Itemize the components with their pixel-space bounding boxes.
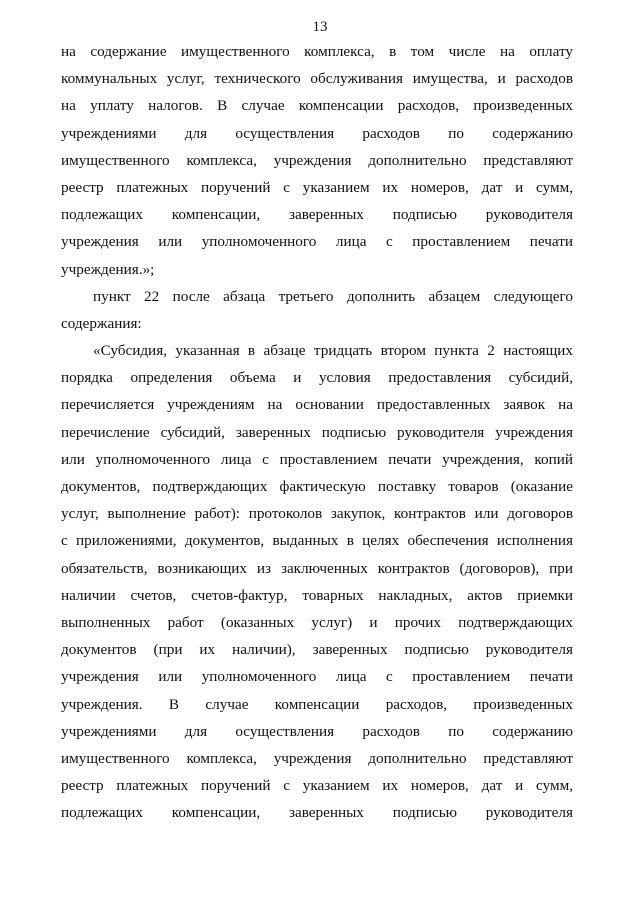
text-line: порядка определения объема и условия предоставления субсидий, bbox=[61, 369, 573, 387]
text-line: учреждениями для осуществления расходов по содержанию bbox=[61, 722, 573, 740]
text-line: реестр платежных поручений с указанием их номеров, дат и сумм, bbox=[61, 777, 573, 795]
text-line: документов (при их наличии), заверенных подписью руководителя bbox=[61, 641, 573, 659]
text-line: имущественного комплекса, учреждения дополнительно представляют bbox=[61, 749, 573, 767]
text-line: подлежащих компенсации, заверенных подписью руководителя bbox=[61, 206, 573, 224]
page-number: 13 bbox=[312, 19, 328, 35]
text-line: на уплату налогов. В случае компенсации расходов, произведенных bbox=[61, 97, 573, 115]
text-line: коммунальных услуг, технического обслуживания имущества, и расходов bbox=[61, 70, 573, 88]
text-line: реестр платежных поручений с указанием их номеров, дат и сумм, bbox=[61, 178, 573, 196]
text-line: перечисляется учреждениям на основании предоставленных заявок на bbox=[61, 396, 573, 414]
text-line: подлежащих компенсации, заверенных подписью руководителя bbox=[61, 804, 573, 822]
text-line: «Субсидия, указанная в абзаце тридцать втором пункта 2 настоящих bbox=[93, 342, 573, 360]
text-line: пункт 22 после абзаца третьего дополнить абзацем следующего bbox=[93, 287, 573, 305]
text-line: с приложениями, документов, выданных в целях обеспечения исполнения bbox=[61, 532, 573, 550]
text-line: услуг, выполнение работ): протоколов закупок, контрактов или договоров bbox=[61, 505, 573, 523]
text-line: на содержание имущественного комплекса, в том числе на оплату bbox=[61, 43, 573, 60]
text-line: учреждениями для осуществления расходов по содержанию bbox=[61, 124, 573, 142]
text-line: имущественного комплекса, учреждения дополнительно представляют bbox=[61, 151, 573, 169]
text-line: учреждения или уполномоченного лица с проставлением печати bbox=[61, 233, 573, 251]
text-line: обязательств, возникающих из заключенных контрактов (договоров), при bbox=[61, 559, 573, 577]
text-line: перечисление субсидий, заверенных подписью руководителя учреждения bbox=[61, 423, 573, 441]
text-line: документов, подтверждающих фактическую поставку товаров (оказание bbox=[61, 478, 573, 495]
text-line: учреждения или уполномоченного лица с проставлением печати bbox=[61, 668, 573, 686]
text-line: учреждения. В случае компенсации расходов, произведенных bbox=[61, 695, 573, 713]
text-line: выполненных работ (оказанных услуг) и прочих подтверждающих bbox=[61, 613, 573, 631]
text-line: содержания: bbox=[61, 314, 142, 332]
text-line: наличии счетов, счетов-фактур, товарных накладных, актов приемки bbox=[61, 586, 573, 604]
text-line: учреждения.»; bbox=[61, 260, 155, 278]
document-body bbox=[61, 38, 573, 826]
text-line: или уполномоченного лица с проставлением печати учреждения, копий bbox=[61, 450, 573, 468]
